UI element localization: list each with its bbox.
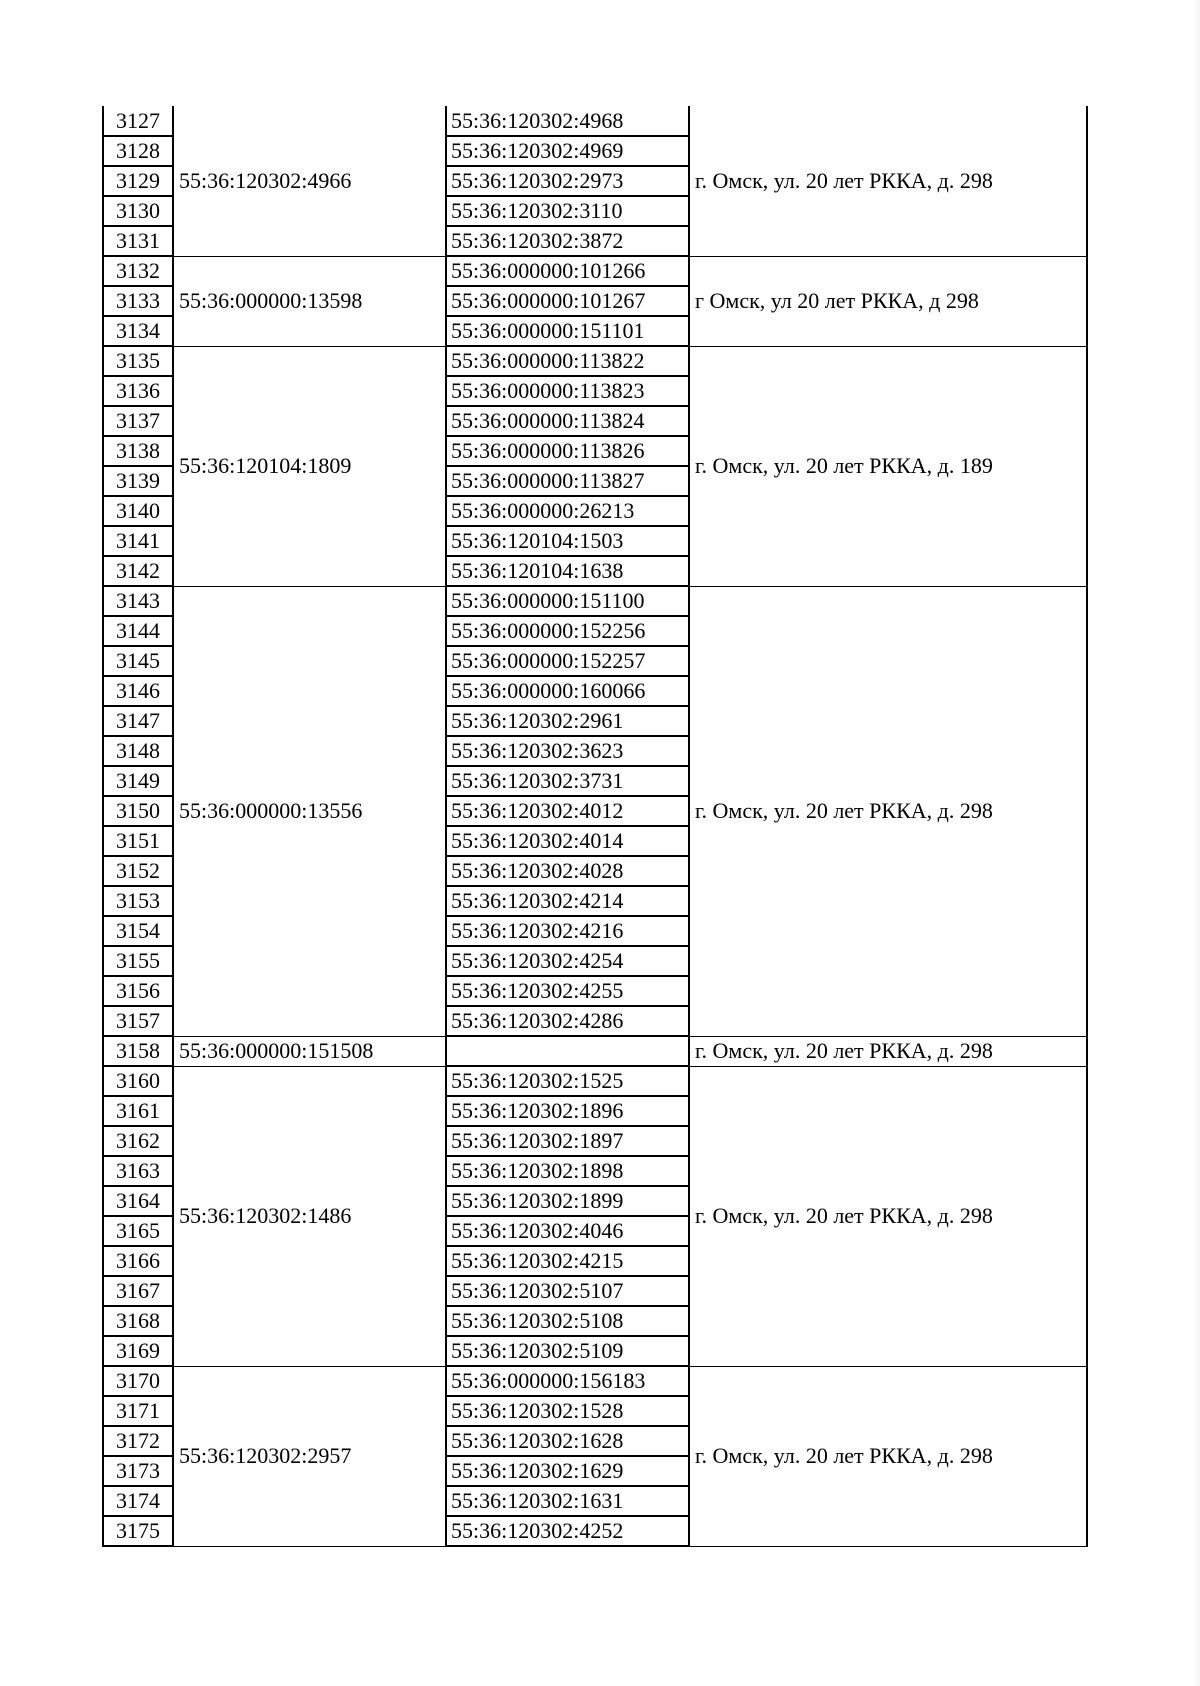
child-cadastral-cell: 55:36:000000:113824 xyxy=(446,406,689,436)
child-cadastral-cell: 55:36:120302:5107 xyxy=(446,1276,689,1306)
row-number-cell: 3166 xyxy=(103,1246,173,1276)
row-number-cell: 3135 xyxy=(103,346,173,376)
child-cadastral-cell: 55:36:120302:4014 xyxy=(446,826,689,856)
parent-cadastral-cell: 55:36:000000:151508 xyxy=(173,1036,446,1066)
row-number-cell: 3142 xyxy=(103,556,173,586)
child-cadastral-cell: 55:36:000000:101267 xyxy=(446,286,689,316)
scan-edge xyxy=(1194,0,1200,1686)
address-cell: г Омск, ул 20 лет РККА, д 298 xyxy=(689,256,1087,346)
table-row xyxy=(103,1066,1087,1096)
child-cadastral-cell: 55:36:000000:113827 xyxy=(446,466,689,496)
row-number-cell: 3139 xyxy=(103,466,173,496)
child-cadastral-cell: 55:36:120302:1897 xyxy=(446,1126,689,1156)
row-number-cell: 3136 xyxy=(103,376,173,406)
child-cadastral-cell: 55:36:120302:3623 xyxy=(446,736,689,766)
row-number-cell: 3147 xyxy=(103,706,173,736)
table-row xyxy=(103,586,1087,616)
row-number-cell: 3163 xyxy=(103,1156,173,1186)
table-row xyxy=(103,1036,1087,1066)
child-cadastral-cell: 55:36:000000:152257 xyxy=(446,646,689,676)
row-number-cell: 3141 xyxy=(103,526,173,556)
child-cadastral-cell: 55:36:120302:4012 xyxy=(446,796,689,826)
row-number-cell: 3161 xyxy=(103,1096,173,1126)
table-row xyxy=(103,1366,1087,1396)
parent-cadastral-cell: 55:36:120302:4966 xyxy=(173,106,446,256)
row-number-cell: 3133 xyxy=(103,286,173,316)
child-cadastral-cell: 55:36:000000:151100 xyxy=(446,586,689,616)
address-cell: г. Омск, ул. 20 лет РККА, д. 298 xyxy=(689,106,1087,256)
row-number-cell: 3138 xyxy=(103,436,173,466)
child-cadastral-cell xyxy=(446,1036,689,1066)
child-cadastral-cell: 55:36:120302:2961 xyxy=(446,706,689,736)
child-cadastral-cell: 55:36:120302:4028 xyxy=(446,856,689,886)
row-number-cell: 3170 xyxy=(103,1366,173,1396)
row-number-cell: 3172 xyxy=(103,1426,173,1456)
child-cadastral-cell: 55:36:120302:4216 xyxy=(446,916,689,946)
row-number-cell: 3128 xyxy=(103,136,173,166)
row-number-cell: 3143 xyxy=(103,586,173,616)
row-number-cell: 3169 xyxy=(103,1336,173,1366)
parent-cadastral-cell: 55:36:000000:13598 xyxy=(173,256,446,346)
row-number-cell: 3167 xyxy=(103,1276,173,1306)
row-number-cell: 3162 xyxy=(103,1126,173,1156)
row-number-cell: 3168 xyxy=(103,1306,173,1336)
child-cadastral-cell: 55:36:120104:1503 xyxy=(446,526,689,556)
row-number-cell: 3160 xyxy=(103,1066,173,1096)
row-number-cell: 3153 xyxy=(103,886,173,916)
row-number-cell: 3130 xyxy=(103,196,173,226)
row-number-cell: 3173 xyxy=(103,1456,173,1486)
row-number-cell: 3155 xyxy=(103,946,173,976)
row-number-cell: 3171 xyxy=(103,1396,173,1426)
row-number-cell: 3129 xyxy=(103,166,173,196)
table-row xyxy=(103,256,1087,286)
row-number-cell: 3134 xyxy=(103,316,173,346)
row-number-cell: 3165 xyxy=(103,1216,173,1246)
child-cadastral-cell: 55:36:120302:3110 xyxy=(446,196,689,226)
child-cadastral-cell: 55:36:120302:4969 xyxy=(446,136,689,166)
row-number-cell: 3154 xyxy=(103,916,173,946)
row-number-cell: 3174 xyxy=(103,1486,173,1516)
table-body xyxy=(103,106,1087,1546)
address-cell: г. Омск, ул. 20 лет РККА, д. 298 xyxy=(689,1036,1087,1066)
row-number-cell: 3151 xyxy=(103,826,173,856)
row-number-cell: 3131 xyxy=(103,226,173,256)
address-cell: г. Омск, ул. 20 лет РККА, д. 298 xyxy=(689,586,1087,1036)
child-cadastral-cell: 55:36:000000:160066 xyxy=(446,676,689,706)
child-cadastral-cell: 55:36:120104:1638 xyxy=(446,556,689,586)
child-cadastral-cell: 55:36:000000:113823 xyxy=(446,376,689,406)
address-cell: г. Омск, ул. 20 лет РККА, д. 189 xyxy=(689,346,1087,586)
parent-cadastral-cell: 55:36:120302:1486 xyxy=(173,1066,446,1366)
child-cadastral-cell: 55:36:120302:1896 xyxy=(446,1096,689,1126)
row-number-cell: 3146 xyxy=(103,676,173,706)
row-number-cell: 3145 xyxy=(103,646,173,676)
row-number-cell: 3148 xyxy=(103,736,173,766)
child-cadastral-cell: 55:36:120302:4214 xyxy=(446,886,689,916)
child-cadastral-cell: 55:36:120302:4215 xyxy=(446,1246,689,1276)
child-cadastral-cell: 55:36:120302:4046 xyxy=(446,1216,689,1246)
child-cadastral-cell: 55:36:120302:3872 xyxy=(446,226,689,256)
table-row xyxy=(103,346,1087,376)
child-cadastral-cell: 55:36:120302:1898 xyxy=(446,1156,689,1186)
child-cadastral-cell: 55:36:120302:2973 xyxy=(446,166,689,196)
row-number-cell: 3158 xyxy=(103,1036,173,1066)
child-cadastral-cell: 55:36:000000:156183 xyxy=(446,1366,689,1396)
child-cadastral-cell: 55:36:120302:1899 xyxy=(446,1186,689,1216)
child-cadastral-cell: 55:36:120302:3731 xyxy=(446,766,689,796)
child-cadastral-cell: 55:36:120302:5109 xyxy=(446,1336,689,1366)
row-number-cell: 3137 xyxy=(103,406,173,436)
address-cell: г. Омск, ул. 20 лет РККА, д. 298 xyxy=(689,1066,1087,1366)
child-cadastral-cell: 55:36:000000:113822 xyxy=(446,346,689,376)
child-cadastral-cell: 55:36:120302:4286 xyxy=(446,1006,689,1036)
child-cadastral-cell: 55:36:120302:4252 xyxy=(446,1516,689,1546)
child-cadastral-cell: 55:36:120302:1631 xyxy=(446,1486,689,1516)
child-cadastral-cell: 55:36:000000:101266 xyxy=(446,256,689,286)
child-cadastral-cell: 55:36:000000:26213 xyxy=(446,496,689,526)
row-number-cell: 3132 xyxy=(103,256,173,286)
row-number-cell: 3150 xyxy=(103,796,173,826)
child-cadastral-cell: 55:36:000000:113826 xyxy=(446,436,689,466)
child-cadastral-cell: 55:36:120302:1628 xyxy=(446,1426,689,1456)
child-cadastral-cell: 55:36:120302:1528 xyxy=(446,1396,689,1426)
child-cadastral-cell: 55:36:120302:4254 xyxy=(446,946,689,976)
row-number-cell: 3149 xyxy=(103,766,173,796)
cadastral-table xyxy=(102,106,1088,1547)
row-number-cell: 3144 xyxy=(103,616,173,646)
child-cadastral-cell: 55:36:120302:4255 xyxy=(446,976,689,1006)
child-cadastral-cell: 55:36:000000:152256 xyxy=(446,616,689,646)
parent-cadastral-cell: 55:36:120104:1809 xyxy=(173,346,446,586)
row-number-cell: 3164 xyxy=(103,1186,173,1216)
row-number-cell: 3127 xyxy=(103,106,173,136)
table-row xyxy=(103,106,1087,136)
row-number-cell: 3156 xyxy=(103,976,173,1006)
row-number-cell: 3157 xyxy=(103,1006,173,1036)
child-cadastral-cell: 55:36:120302:4968 xyxy=(446,106,689,136)
parent-cadastral-cell: 55:36:000000:13556 xyxy=(173,586,446,1036)
row-number-cell: 3140 xyxy=(103,496,173,526)
row-number-cell: 3175 xyxy=(103,1516,173,1546)
child-cadastral-cell: 55:36:120302:1629 xyxy=(446,1456,689,1486)
child-cadastral-cell: 55:36:120302:5108 xyxy=(446,1306,689,1336)
child-cadastral-cell: 55:36:000000:151101 xyxy=(446,316,689,346)
address-cell: г. Омск, ул. 20 лет РККА, д. 298 xyxy=(689,1366,1087,1546)
row-number-cell: 3152 xyxy=(103,856,173,886)
child-cadastral-cell: 55:36:120302:1525 xyxy=(446,1066,689,1096)
parent-cadastral-cell: 55:36:120302:2957 xyxy=(173,1366,446,1546)
